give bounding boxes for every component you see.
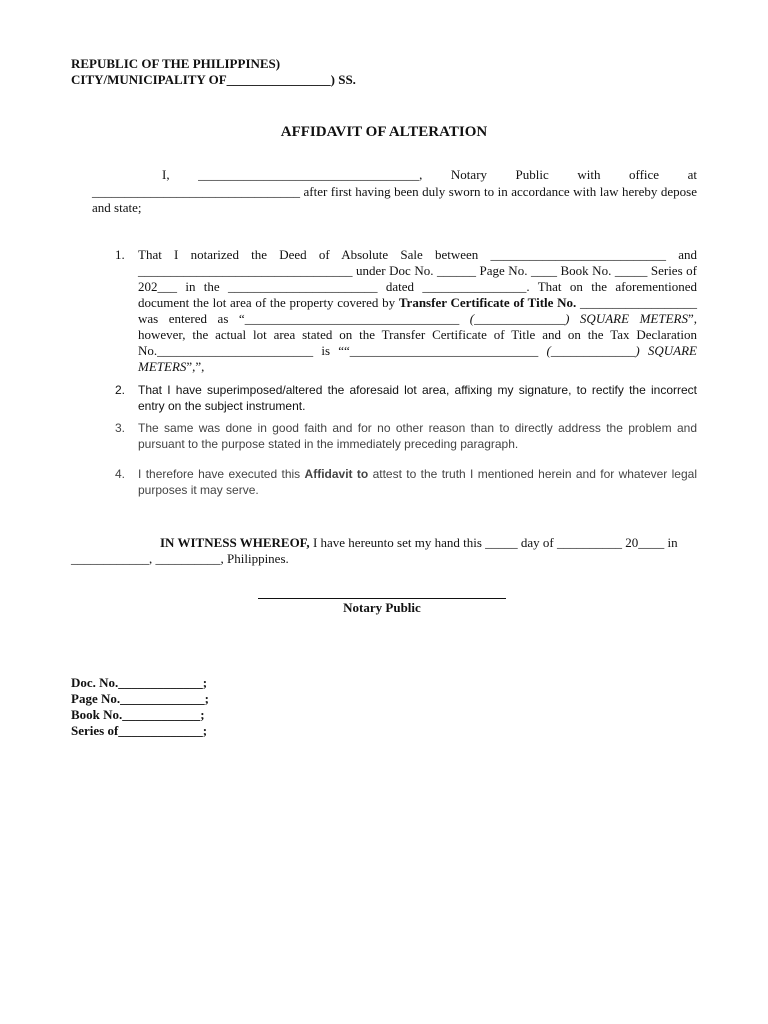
venue-city: CITY/MUNICIPALITY OF________________) SS. (71, 72, 356, 87)
witness-lead: IN WITNESS WHEREOF, (160, 535, 310, 550)
intro-text: I, __________________________________, Notary Public with office at ________________________________ after first having been duly sworn to in accordance with law hereby depose and state; (92, 167, 697, 215)
notarial-register (71, 675, 209, 739)
witness-text: I have hereunto set my hand this _____ day of __________ 20____ in ____________, __________, Philippines. (71, 535, 678, 566)
item4-text-b: attest to the truth I mentioned herein and for whatever legal purposes it may serve. (138, 467, 697, 497)
statement-item-4 (71, 466, 697, 498)
statement-list (71, 247, 697, 498)
register-book-no: Book No.____________; (71, 707, 205, 722)
statement-item-3 (71, 420, 697, 452)
item1-area-entered: (______________) SQUARE METERS (469, 311, 688, 326)
item2-text: That I have superimposed/altered the aforesaid lot area, affixing my signature, to rectify the incorrect entry on the subject instrument. (138, 383, 697, 413)
register-doc-no: Doc. No._____________; (71, 675, 208, 690)
signature-label: Notary Public (343, 600, 421, 615)
signature-line (258, 598, 506, 599)
item4-affidavit-word: Affidavit to (304, 467, 369, 481)
register-series: Series of_____________; (71, 723, 208, 738)
intro-paragraph (92, 167, 697, 217)
register-page-no: Page No._____________; (71, 691, 209, 706)
document-title: AFFIDAVIT OF ALTERATION (280, 124, 488, 140)
item-number: 3. (115, 421, 126, 435)
item1-text-d: ”,”, (186, 359, 205, 374)
item4-text-a: I therefore have executed this (138, 467, 305, 481)
statement-item-1 (71, 247, 697, 375)
item-number: 1. (115, 247, 125, 262)
item-number: 4. (115, 467, 126, 481)
venue-republic: REPUBLIC OF THE PHILIPPINES) (71, 56, 281, 71)
item3-text: The same was done in good faith and for no other reason than to directly address the problem and pursuant to the purpose stated in the immediately preceding paragraph. (138, 421, 697, 451)
item1-text-a: That I notarized the Deed of Absolute Sale between ___________________________ and _________________________________ under Doc No. ______ Page No. ____ Book No. _____ Series of 202___ in the _______________________ dated ________________. That on the aforementioned document the lot area of the property covered by (138, 247, 697, 310)
item1-tct-label: Transfer Certificate of Title No. (398, 295, 577, 310)
venue-header (71, 56, 356, 88)
item1-text-c: ”, however, the actual lot area stated on the Transfer Certificate of Title and on the Tax Declaration No.________________________ is ““_____________________________ (138, 311, 697, 358)
statement-item-2 (71, 382, 697, 414)
item-number: 2. (115, 383, 126, 397)
witness-clause (71, 535, 697, 567)
item1-text-b: __________________ was entered as “_________________________________ (138, 295, 697, 326)
item1-area-actual: (_____________) SQUARE METERS (138, 343, 697, 374)
